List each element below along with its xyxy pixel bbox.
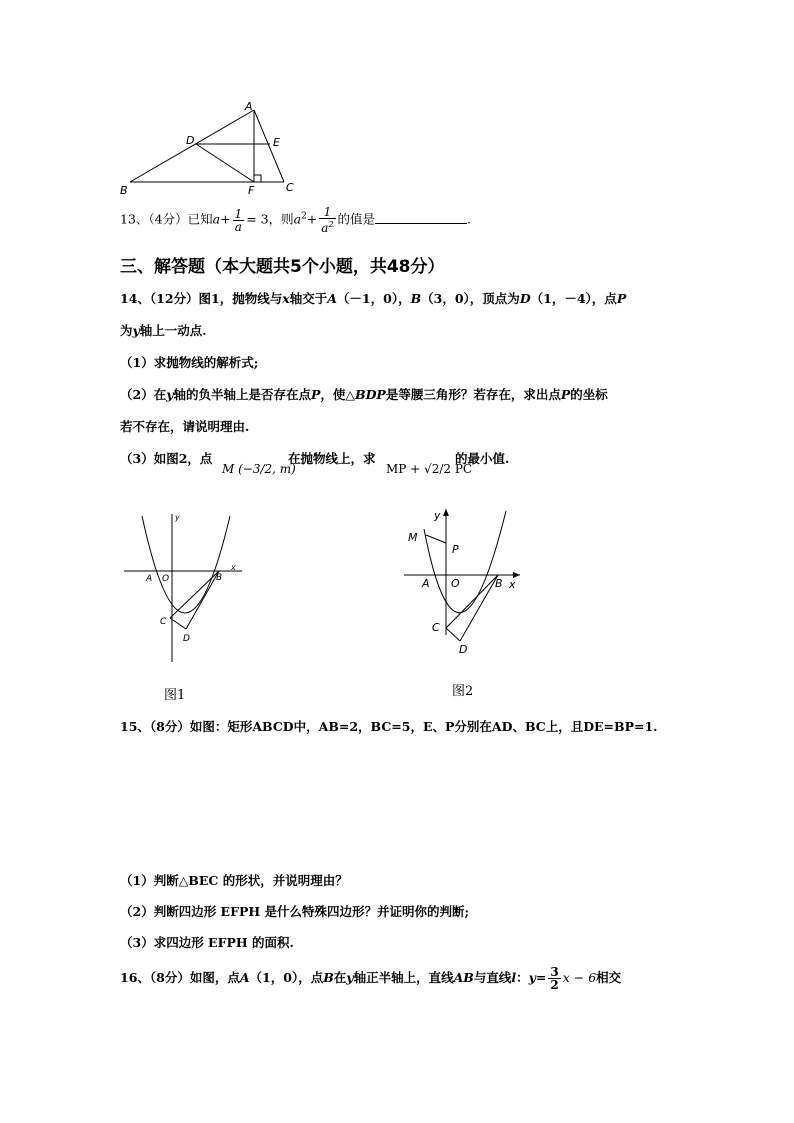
- label-C: C: [286, 181, 294, 194]
- label-A: A: [245, 100, 253, 113]
- svg-text:O: O: [162, 574, 170, 584]
- question-15-part2: （2）判断四边形 EFPH 是什么特殊四边形？并证明你的判断;: [120, 904, 470, 919]
- svg-text:y: y: [175, 513, 180, 522]
- svg-text:y: y: [434, 509, 441, 522]
- svg-text:C: C: [432, 621, 440, 634]
- svg-text:D: D: [183, 634, 190, 644]
- question-14-part2: （2）在y轴的负半轴上是否存在点P，使△BDP是等腰三角形？若存在，求出点P的坐标: [120, 387, 608, 402]
- label-D: D: [186, 134, 195, 147]
- answer-blank: [375, 210, 467, 224]
- point-M-expression: M (−3/2, m): [222, 462, 296, 476]
- triangle-figure: [112, 96, 312, 198]
- svg-text:x: x: [231, 563, 236, 572]
- figure-1: [118, 510, 248, 670]
- svg-text:A: A: [146, 574, 153, 584]
- svg-text:M: M: [408, 531, 418, 544]
- question-14-part3: （3）如图2，点: [120, 451, 213, 466]
- figure-1-caption: 图1: [164, 688, 186, 703]
- label-E: E: [273, 136, 280, 149]
- svg-text:B: B: [495, 577, 503, 590]
- fraction-1-over-a: $\frac{1}{a}$: [234, 206, 243, 234]
- svg-text:D: D: [459, 643, 468, 656]
- svg-text:A: A: [422, 577, 430, 590]
- fraction-1-over-a2: $\frac{1}{a^2}$: [321, 205, 334, 235]
- label-F: F: [248, 184, 255, 197]
- question-14-part2-line2: 若不存在，请说明理由.: [120, 419, 250, 434]
- label-B: B: [120, 184, 128, 197]
- section-heading: 三、解答题（本大题共5个小题，共48分）: [120, 257, 445, 277]
- figure-2: [398, 505, 528, 665]
- question-15-part1: （1）判断△BEC 的形状，并说明理由？: [120, 873, 348, 888]
- question-14-part1: （1）求抛物线的解析式;: [120, 355, 259, 370]
- question-14-part3-mid: 在抛物线上，求: [288, 451, 376, 466]
- min-expression: MP + √2/2 PC: [386, 462, 473, 476]
- question-14-part3-end: 的最小值.: [455, 451, 510, 466]
- question-14-line2: 为y轴上一动点.: [120, 323, 207, 338]
- question-16: 16、（8分）如图，点A（1，0），点B在y轴正半轴上，直线AB与直线l：y= $\frac{3}{2}$ x − 6相交: [120, 965, 622, 992]
- question-15-stem: 15、（8分）如图：矩形ABCD中，AB=2，BC=5，E、P分别在AD、BC上，且DE=BP=1.: [120, 719, 658, 734]
- svg-text:B: B: [216, 573, 223, 583]
- svg-text:x: x: [509, 578, 516, 591]
- svg-text:C: C: [160, 617, 167, 627]
- question-15-part3: （3）求四边形 EFPH 的面积.: [120, 935, 294, 950]
- svg-text:P: P: [452, 543, 459, 556]
- question-14-line1: 14、（12分）图1，抛物线与x轴交于A（－1，0），B（3，0），顶点为D（1，－4），点P: [120, 291, 627, 306]
- svg-text:O: O: [451, 577, 460, 590]
- figure-2-caption: 图2: [452, 684, 474, 699]
- question-13: 13、（4分）已知a+ $\frac{1}{a}$ = 3，则$a^2+$ $\frac{1}{a^2}$ 的值是 .: [120, 205, 472, 235]
